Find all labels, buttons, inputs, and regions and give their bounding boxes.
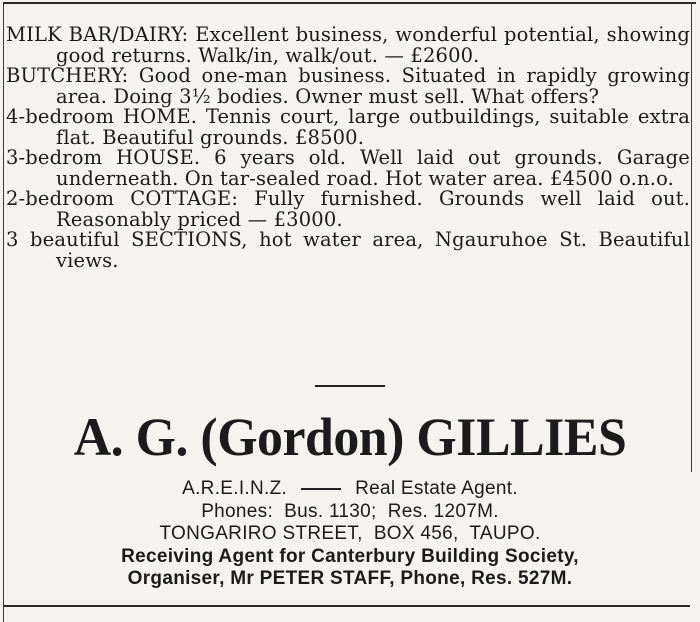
qualification-line xyxy=(0,478,700,501)
right-border xyxy=(691,2,692,472)
section-divider xyxy=(315,385,385,387)
qualification: A.R.E.I.N.Z. xyxy=(182,478,288,499)
dash-rule xyxy=(301,488,341,490)
listing-3-bedroom-house: 3-bedrom HOUSE. 6 years old. Well laid out grounds. Garage underneath. On tar-sealed road. Hot water area. £4500 o.n.o. xyxy=(6,146,690,190)
listing-milk-bar: MILK BAR/DAIRY: Excellent business, wonderful potential, showing good returns. Walk/in, walk/out. — £2600. xyxy=(6,23,690,67)
listing-butchery: BUTCHERY: Good one-man business. Situated in rapidly growing area. Doing 3½ bodies. Owner must sell. What offers? xyxy=(6,64,690,108)
listing-sections: 3 beautiful SECTIONS, hot water area, Ngauruhoe St. Beautiful views. xyxy=(6,228,690,272)
agent-contact xyxy=(0,478,700,591)
phones-line: Phones: Bus. 1130; Res. 1207M. xyxy=(201,500,499,522)
agent-role: Real Estate Agent. xyxy=(355,478,518,499)
bottom-border xyxy=(4,605,690,607)
listing-4-bedroom-home: 4-bedroom HOME. Tennis court, large outbuildings, suitable extra flat. Beautiful grounds. £8500. xyxy=(6,105,690,149)
listing-2-bedroom-cottage: 2-bedroom COTTAGE: Fully furnished. Grounds well laid out. Reasonably priced — £3000. xyxy=(6,187,690,231)
agent-name: A. G. (Gordon) GILLIES xyxy=(73,407,627,467)
address-line: TONGARIRO STREET, BOX 456, TAUPO. xyxy=(159,523,541,544)
receiving-agent-line: Receiving Agent for Canterbury Building Society, xyxy=(121,545,579,567)
property-listings xyxy=(6,25,690,271)
top-border xyxy=(4,2,696,4)
organiser-line: Organiser, Mr PETER STAFF, Phone, Res. 527M. xyxy=(127,568,573,589)
